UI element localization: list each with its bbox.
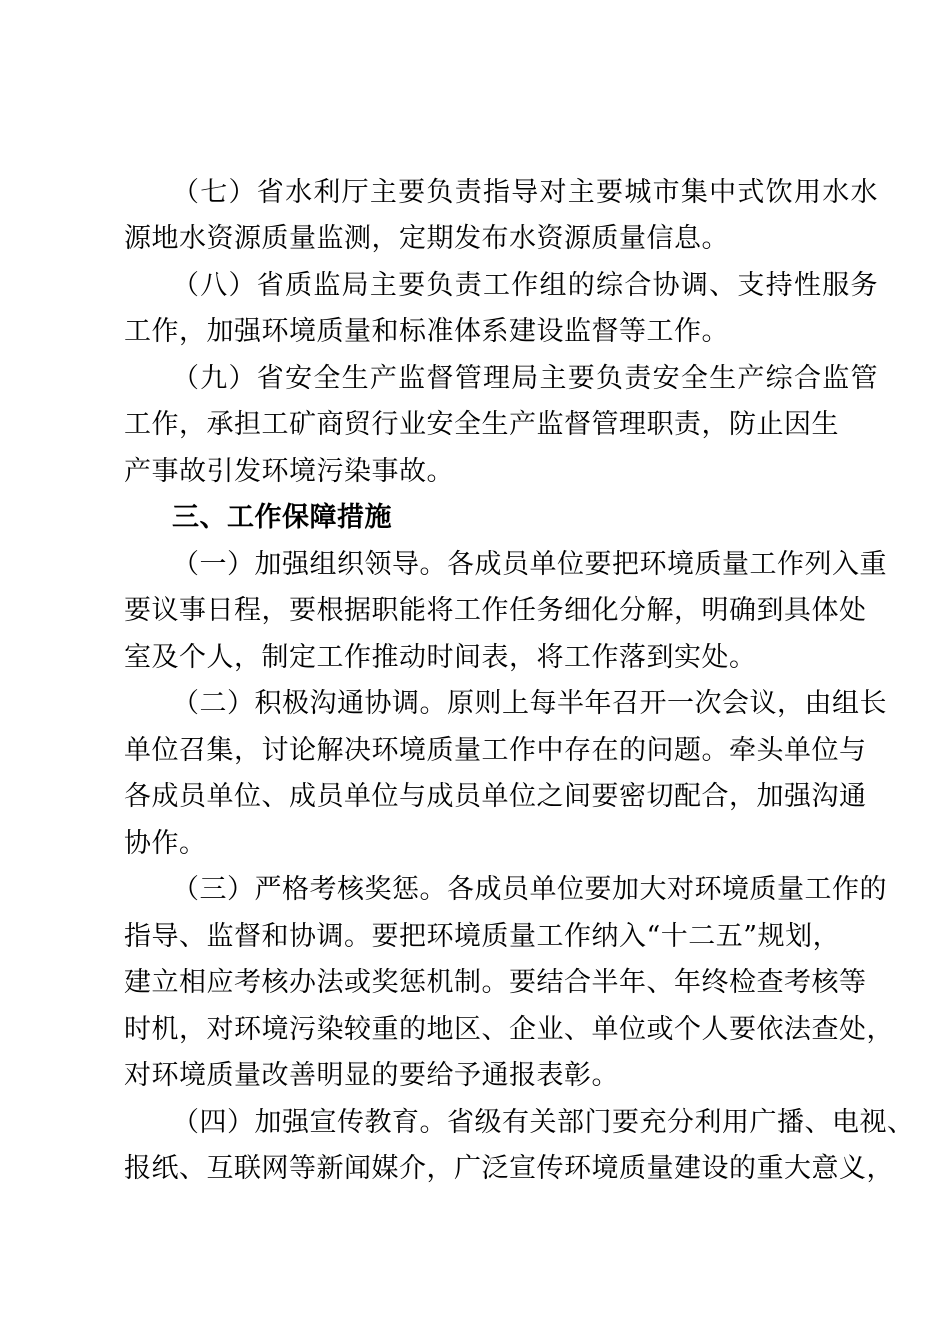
paragraph-line: 要议事日程，要根据职能将工作任务细化分解，明确到具体处 — [124, 595, 867, 626]
paragraph-line: （八）省质监局主要负责工作组的综合协调、支持性服务 — [172, 270, 878, 301]
paragraph-line: 报纸、互联网等新闻媒介，广泛宣传环境质量建设的重大意义， — [124, 1153, 894, 1184]
paragraph-line: 源地水资源质量监测，定期发布水资源质量信息。 — [124, 223, 729, 254]
paragraph-line: 协作。 — [124, 828, 207, 859]
paragraph-line: 产事故引发环境污染事故。 — [124, 456, 454, 487]
paragraph-line: （一）加强组织领导。各成员单位要把环境质量工作列入重 — [172, 549, 887, 580]
paragraph-line: （七）省水利厅主要负责指导对主要城市集中式饮用水水 — [172, 177, 878, 208]
paragraph-line: 工作，承担工矿商贸行业安全生产监督管理职责，防止因生 — [124, 409, 839, 440]
paragraph-line: 对环境质量改善明显的要给予通报表彰。 — [124, 1060, 619, 1091]
paragraph-line: （二）积极沟通协调。原则上每半年召开一次会议，由组长 — [172, 688, 887, 719]
section-heading: 三、工作保障措施 — [172, 502, 392, 533]
paragraph-line: 建立相应考核办法或奖惩机制。要结合半年、年终检查考核等 — [124, 967, 867, 998]
paragraph-line: （九）省安全生产监督管理局主要负责安全生产综合监管 — [172, 363, 878, 394]
paragraph-line: （三）严格考核奖惩。各成员单位要加大对环境质量工作的 — [172, 874, 887, 905]
paragraph-line: 时机，对环境污染较重的地区、企业、单位或个人要依法查处， — [124, 1014, 894, 1045]
paragraph-line: 单位召集，讨论解决环境质量工作中存在的问题。牵头单位与 — [124, 735, 867, 766]
paragraph-line: 各成员单位、成员单位与成员单位之间要密切配合，加强沟通 — [124, 781, 867, 812]
paragraph-line: 指导、监督和协调。要把环境质量工作纳入“十二五”规划， — [124, 921, 841, 952]
paragraph-line: 工作，加强环境质量和标准体系建设监督等工作。 — [124, 316, 729, 347]
paragraph-line: （四）加强宣传教育。省级有关部门要充分利用广播、电视、 — [172, 1107, 915, 1138]
paragraph-line: 室及个人，制定工作推动时间表，将工作落到实处。 — [124, 642, 757, 673]
